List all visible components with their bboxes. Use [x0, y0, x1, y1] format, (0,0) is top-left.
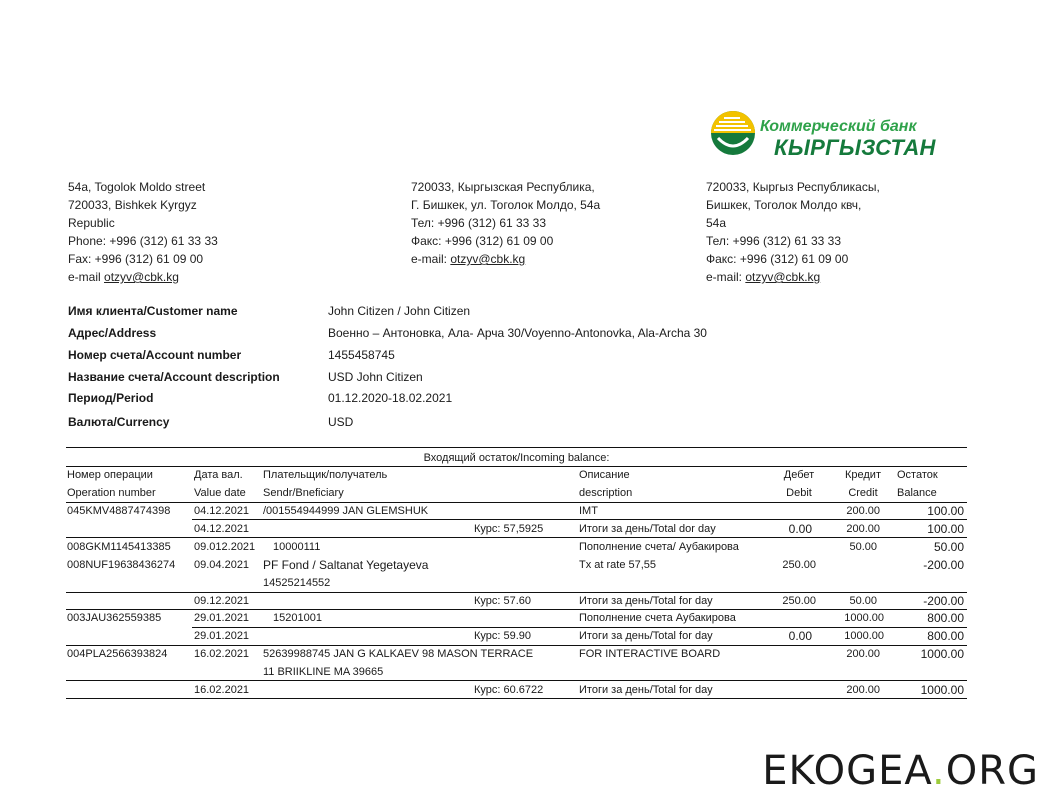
- row-operation: 045KMV4887474398: [67, 505, 171, 517]
- row-balance: 100.00: [927, 522, 964, 536]
- watermark-main: EKOGEA: [762, 748, 932, 794]
- row-description: FOR INTERACTIVE BOARD: [579, 648, 721, 660]
- row-date: 04.12.2021: [194, 523, 250, 535]
- row-date: 16.02.2021: [194, 684, 250, 696]
- incoming-balance-label: Входящий остаток/Incoming balance:: [423, 452, 610, 464]
- address-line: 54а: [706, 216, 727, 230]
- row-date: 09.012.2021: [194, 541, 256, 553]
- row-balance: 100.00: [927, 504, 964, 518]
- header-operation-en: Operation number: [67, 487, 156, 499]
- row-party: 15201001: [273, 612, 322, 624]
- period-label: Период/Period: [68, 391, 154, 405]
- bank-logo: [708, 108, 943, 164]
- row-party-line2: 11 BRIIKLINE MA 39665: [263, 666, 384, 678]
- account-description: USD John Citizen: [328, 370, 423, 384]
- row-balance: -200.00: [923, 594, 964, 608]
- table-rule: [66, 609, 967, 610]
- row-operation: 004PLA2566393824: [67, 648, 168, 660]
- table-rule: [192, 519, 967, 520]
- header-debit-en: Debit: [786, 487, 812, 499]
- row-description: Пополнение счета/ Аубакирова: [579, 541, 739, 553]
- address-line: Факс: +996 (312) 61 09 00: [411, 234, 554, 248]
- row-balance: 800.00: [927, 629, 964, 643]
- row-balance: 800.00: [927, 611, 964, 625]
- row-description: Итоги за день/Total dor day: [579, 523, 716, 535]
- account-description-label: Название счета/Account description: [68, 370, 280, 384]
- header-balance-ru: Остаток: [897, 469, 938, 481]
- row-credit: 200.00: [846, 684, 880, 696]
- row-credit: 200.00: [846, 523, 880, 535]
- email-label: e-mail: [68, 270, 105, 284]
- table-rule: [66, 537, 967, 538]
- address-line: Fax: +996 (312) 61 09 00: [68, 252, 204, 266]
- customer-address-label: Адрес/Address: [68, 326, 157, 340]
- table-rule: [192, 627, 967, 628]
- row-credit: 1000.00: [844, 630, 884, 642]
- address-line: Бишкек, Тоголок Молдо квч,: [706, 198, 862, 212]
- email-link[interactable]: otzyv@cbk.kg: [745, 270, 821, 284]
- header-party-en: Sendr/Bneficiary: [263, 487, 344, 499]
- row-credit: 50.00: [849, 541, 877, 553]
- row-party: 52639988745 JAN G KALKAEV 98 MASON TERRACE: [263, 648, 534, 660]
- row-description: Итоги за день/Total for day: [579, 630, 713, 642]
- email-line: [706, 268, 880, 286]
- header-date-en: Value date: [194, 487, 246, 499]
- table-rule: [66, 502, 967, 503]
- row-rate: Курс: 60.6722: [474, 684, 544, 696]
- row-operation: 008GKM1145413385: [67, 541, 171, 553]
- table-rule: [66, 447, 967, 448]
- address-line: 720033, Кыргыз Республикасы,: [706, 180, 880, 194]
- email-label: e-mail:: [411, 252, 451, 266]
- currency-label: Валюта/Currency: [68, 415, 170, 429]
- customer-name: John Citizen / John Citizen: [328, 304, 471, 318]
- row-debit: 250.00: [782, 595, 816, 607]
- currency: USD: [328, 415, 354, 429]
- table-rule: [66, 645, 967, 646]
- watermark-tld: ORG: [945, 748, 1039, 794]
- header-date-ru: Дата вал.: [194, 469, 243, 481]
- row-rate: Курс: 57,5925: [474, 523, 544, 535]
- row-debit: 250.00: [782, 559, 816, 571]
- email-line: [411, 250, 600, 268]
- header-description-en: description: [579, 487, 633, 499]
- row-date: 29.01.2021: [194, 630, 250, 642]
- row-debit: 0.00: [788, 629, 812, 643]
- row-party-line2: 14525214552: [263, 577, 331, 589]
- table-rule: [66, 466, 967, 467]
- address-english: [68, 178, 218, 286]
- header-balance-en: Balance: [897, 487, 937, 499]
- email-link[interactable]: otzyv@cbk.kg: [450, 252, 526, 266]
- row-date: 04.12.2021: [194, 505, 250, 517]
- row-rate: Курс: 59.90: [474, 630, 532, 642]
- address-line: 720033, Кыргызская Республика,: [411, 180, 595, 194]
- period: 01.12.2020-18.02.2021: [328, 391, 453, 405]
- bank-name-line1: Коммерческий банк: [760, 118, 917, 135]
- row-date: 09.12.2021: [194, 595, 250, 607]
- email-label: e-mail:: [706, 270, 746, 284]
- address-line: Г. Бишкек, ул. Тоголок Молдо, 54а: [411, 198, 601, 212]
- header-operation-ru: Номер операции: [67, 469, 153, 481]
- row-date: 16.02.2021: [194, 648, 250, 660]
- address-line: 54a, Togolok Moldo street: [68, 180, 206, 194]
- customer-name-label: Имя клиента/Customer name: [68, 304, 238, 318]
- table-rule: [66, 592, 967, 593]
- row-debit: 0.00: [788, 522, 812, 536]
- row-description: Итоги за день/Total for day: [579, 595, 713, 607]
- address-line: Факс: +996 (312) 61 09 00: [706, 252, 849, 266]
- row-description: Пополнение счета Аубакирова: [579, 612, 736, 624]
- row-balance: 1000.00: [920, 647, 964, 661]
- header-credit-en: Credit: [848, 487, 878, 499]
- row-credit: 1000.00: [844, 612, 884, 624]
- header-description-ru: Описание: [579, 469, 630, 481]
- row-balance: -200.00: [923, 558, 964, 572]
- address-kyrgyz: [706, 178, 880, 286]
- row-description: Итоги за день/Total for day: [579, 684, 713, 696]
- row-party: /001554944999 JAN GLEMSHUK: [263, 505, 429, 517]
- account-number-label: Номер счета/Account number: [68, 348, 242, 362]
- address-line: Republic: [68, 216, 115, 230]
- email-line: [68, 268, 218, 286]
- header-credit-ru: Кредит: [844, 469, 881, 481]
- email-link[interactable]: otzyv@cbk.kg: [104, 270, 179, 284]
- watermark: [762, 748, 1039, 794]
- row-date: 29.01.2021: [194, 612, 250, 624]
- row-credit: 200.00: [846, 648, 880, 660]
- bank-logo-icon: [708, 108, 758, 158]
- address-russian: [411, 178, 600, 268]
- row-credit: 200.00: [846, 505, 880, 517]
- table-rule: [66, 698, 967, 699]
- bank-name-line2: КЫРГЫЗСТАН: [774, 135, 936, 160]
- row-description: IMT: [579, 505, 598, 517]
- row-date: 09.04.2021: [194, 559, 250, 571]
- row-balance: 1000.00: [920, 683, 964, 697]
- row-operation: 008NUF19638436274: [67, 559, 176, 571]
- watermark-dot: .: [932, 748, 946, 794]
- row-rate: Курс: 57.60: [474, 595, 532, 607]
- header-party-ru: Плательщик/получатель: [263, 469, 388, 481]
- account-number: 1455458745: [328, 348, 395, 362]
- address-line: Тел: +996 (312) 61 33 33: [706, 234, 842, 248]
- address-line: Phone: +996 (312) 61 33 33: [68, 234, 218, 248]
- row-description: Tx at rate 57,55: [579, 559, 657, 571]
- row-party: PF Fond / Saltanat Yegetayeva: [263, 558, 429, 572]
- table-rule: [66, 680, 967, 681]
- row-operation: 003JAU362559385: [67, 612, 162, 624]
- address-line: Тел: +996 (312) 61 33 33: [411, 216, 547, 230]
- row-credit: 50.00: [849, 595, 877, 607]
- row-balance: 50.00: [933, 540, 964, 554]
- customer-address: Военно – Антоновка, Ала- Арча 30/Voyenno-Antonovka, Ala-Archa 30: [328, 326, 707, 340]
- row-party: 10000111: [273, 541, 321, 553]
- address-line: 720033, Bishkek Kyrgyz: [68, 198, 197, 212]
- header-debit-ru: Дебет: [783, 469, 815, 481]
